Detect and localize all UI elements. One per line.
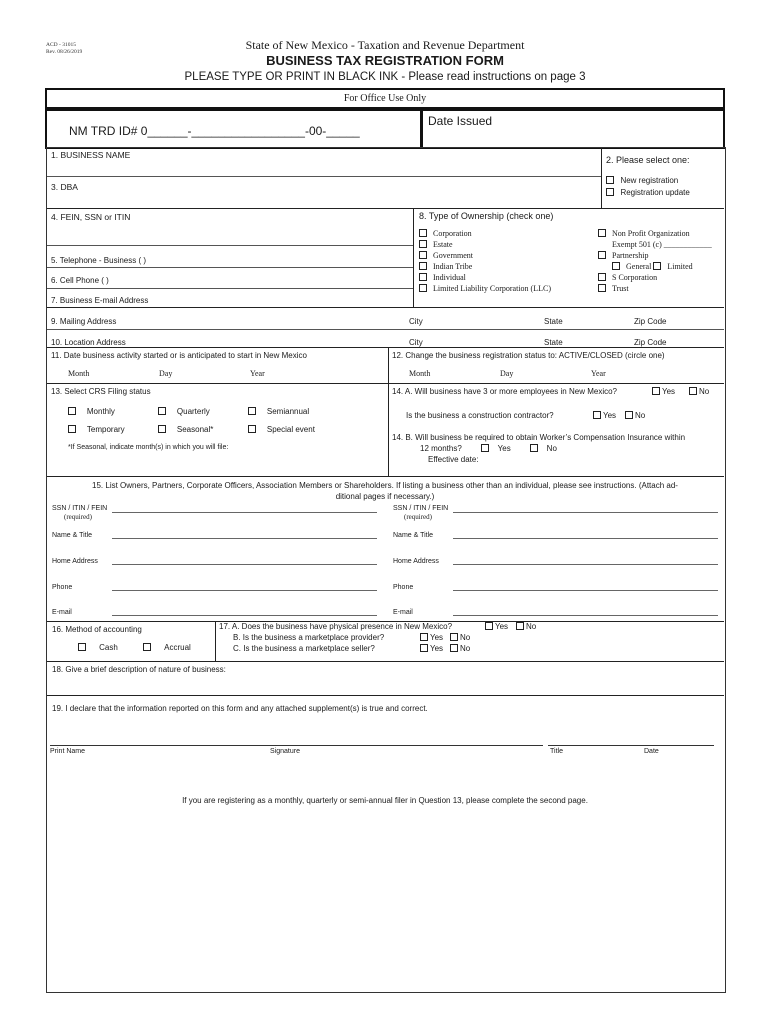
divider	[601, 148, 602, 208]
owner2-email-line[interactable]	[453, 615, 718, 616]
second-page-note: If you are registering as a monthly, quarterly or semi-annual filer in Question 13, please complete the second page.	[182, 796, 588, 805]
title-label: Title	[550, 748, 563, 755]
fein-input[interactable]	[50, 224, 414, 244]
checkbox[interactable]	[485, 622, 493, 630]
option-label: Monthly	[86, 407, 115, 416]
q18-label: 18. Give a brief description of nature of business:	[52, 665, 226, 674]
ownership-left-list	[419, 228, 551, 294]
seasonal-note: *If Seasonal, indicate month(s) in which you will file:	[68, 444, 229, 451]
option-label: Limited Liability Corporation (LLC)	[433, 284, 551, 293]
q17b-label: B. Is the business a marketplace provider?	[233, 633, 385, 642]
checkbox[interactable]	[143, 643, 151, 651]
option-label: Individual	[433, 273, 466, 282]
yes-label: Yes	[430, 633, 444, 642]
mailing-state-label: State	[544, 317, 563, 326]
checkbox[interactable]	[419, 251, 427, 259]
owner2-name-label: Name & Title	[393, 532, 434, 539]
crs-quarterly-option[interactable]	[158, 407, 210, 416]
dba-input[interactable]	[50, 192, 599, 208]
yes-label: Yes	[430, 644, 444, 653]
option-label: Special event	[266, 425, 315, 434]
email-label: 7. Business E-mail Address	[51, 296, 149, 305]
q17c-yes[interactable]	[420, 644, 443, 653]
date-label: Date	[644, 748, 659, 755]
location-city-label: City	[409, 338, 423, 347]
owner1-ssn-label: SSN / ITIN / FEIN	[52, 505, 108, 512]
checkbox[interactable]	[612, 262, 620, 270]
crs-seasonal-option[interactable]	[158, 425, 213, 434]
option-label: Cash	[99, 643, 118, 652]
checkbox[interactable]	[78, 643, 86, 651]
divider	[47, 383, 724, 384]
ownership-option-estate[interactable]	[419, 239, 551, 250]
q17a-yes[interactable]	[485, 622, 508, 631]
exempt-label: Exempt 501 (c) ____________	[612, 240, 712, 249]
form-instructions: PLEASE TYPE OR PRINT IN BLACK INK - Please read instructions on page 3	[184, 71, 586, 83]
q14b-label: 14. B. Will business be required to obtain Worker’s Compensation Insurance within	[392, 433, 686, 442]
option-label: Estate	[433, 240, 453, 249]
checkbox[interactable]	[68, 407, 76, 415]
option-label: Partnership	[612, 251, 649, 260]
q17a-no[interactable]	[516, 622, 536, 631]
checkbox[interactable]	[419, 262, 427, 270]
date-issued-label: Date Issued	[428, 114, 493, 128]
q12-label: 12. Change the business registration status to: ACTIVE/CLOSED (circle one)	[392, 351, 665, 360]
crs-semiannual-option[interactable]	[248, 407, 309, 416]
date-issued-box	[421, 109, 725, 149]
fein-label: 4. FEIN, SSN or ITIN	[51, 212, 131, 222]
q17b-yes[interactable]	[420, 633, 443, 642]
yes-label: Yes	[662, 387, 676, 396]
ownership-option-llc[interactable]	[419, 283, 551, 294]
contractor-yes[interactable]	[593, 411, 616, 420]
option-label: Seasonal*	[176, 425, 214, 434]
owner2-phone-line[interactable]	[453, 590, 718, 591]
checkbox[interactable]	[516, 622, 524, 630]
option-label: Accrual	[164, 643, 191, 652]
location-address-label: 10. Location Address	[51, 338, 126, 347]
registration-update-label: Registration update	[620, 188, 690, 197]
dba-label: 3. DBA	[51, 182, 78, 192]
checkbox[interactable]	[689, 387, 697, 395]
q17b-no[interactable]	[450, 633, 470, 642]
ownership-option-partnership[interactable]	[598, 250, 712, 261]
no-label: No	[546, 444, 557, 453]
crs-special-event-option[interactable]	[248, 425, 315, 434]
location-zip-label: Zip Code	[634, 338, 667, 347]
checkbox[interactable]	[248, 407, 256, 415]
telephone-label: 5. Telephone - Business ( )	[51, 256, 147, 265]
owner2-name-line[interactable]	[453, 538, 718, 539]
q14a-yes[interactable]	[652, 387, 675, 396]
owner2-address-label: Home Address	[393, 558, 439, 565]
owner2-ssn-line[interactable]	[453, 512, 718, 513]
ownership-option-s-corp[interactable]	[598, 272, 712, 283]
checkbox[interactable]	[653, 262, 661, 270]
option-label: Government	[433, 251, 473, 260]
checkbox[interactable]	[158, 407, 166, 415]
divider	[47, 267, 413, 268]
contractor-label: Is the business a construction contractor?	[406, 411, 554, 420]
divider	[47, 661, 724, 662]
divider	[388, 347, 389, 383]
option-label: Quarterly	[176, 407, 210, 416]
new-registration-option[interactable]	[606, 176, 678, 185]
ownership-option-nonprofit[interactable]	[598, 228, 712, 239]
no-label: No	[526, 622, 537, 631]
owner1-address-label: Home Address	[52, 558, 98, 565]
no-label: No	[699, 387, 710, 396]
checkbox[interactable]	[450, 644, 458, 652]
new-registration-label: New registration	[620, 176, 679, 185]
q15-label	[55, 480, 715, 502]
checkbox[interactable]	[598, 273, 606, 281]
owner2-address-line[interactable]	[453, 564, 718, 565]
checkbox[interactable]	[419, 284, 427, 292]
checkbox[interactable]	[606, 188, 614, 196]
ownership-label: 8. Type of Ownership (check one)	[419, 211, 554, 221]
checkbox[interactable]	[419, 273, 427, 281]
checkbox[interactable]	[598, 229, 606, 237]
no-label: No	[460, 633, 471, 642]
divider	[47, 288, 413, 289]
accounting-cash-option[interactable]	[78, 643, 118, 652]
location-state-label: State	[544, 338, 563, 347]
q11-year: Year	[250, 369, 265, 378]
yes-label: Yes	[495, 622, 509, 631]
divider	[388, 383, 389, 476]
owner2-required: (required)	[404, 513, 432, 521]
checkbox[interactable]	[598, 284, 606, 292]
ownership-option-government[interactable]	[419, 250, 551, 261]
revision-date: Rev. 08/26/2019	[46, 49, 83, 55]
contractor-no[interactable]	[625, 411, 645, 420]
divider	[47, 307, 724, 308]
option-label: Corporation	[433, 229, 472, 238]
q16-label: 16. Method of accounting	[52, 625, 142, 634]
q15-line2: ditional pages if necessary.)	[335, 492, 435, 501]
yes-label: Yes	[603, 411, 617, 420]
owner1-email-label: E-mail	[52, 609, 72, 616]
q14b-yes[interactable]	[481, 444, 511, 453]
checkbox[interactable]	[530, 444, 538, 452]
q14b-months: 12 months?	[420, 444, 462, 453]
ownership-right-list	[598, 228, 712, 294]
divider	[47, 208, 724, 209]
ownership-option-corporation[interactable]	[419, 228, 551, 239]
q11-label: 11. Date business activity started or is anticipated to start in New Mexico	[51, 351, 307, 360]
signature-label: Signature	[270, 748, 300, 755]
checkbox[interactable]	[625, 411, 633, 419]
q17c-no[interactable]	[450, 644, 470, 653]
q17a-label: 17. A. Does the business have physical presence in New Mexico?	[219, 622, 453, 631]
divider	[47, 476, 724, 477]
ownership-option-trust[interactable]	[598, 283, 712, 294]
q12-month: Month	[409, 369, 431, 378]
checkbox[interactable]	[158, 425, 166, 433]
option-label: Non Profit Organization	[612, 229, 690, 238]
owner1-phone-label: Phone	[52, 584, 73, 591]
checkbox[interactable]	[68, 425, 76, 433]
select-one-label: 2. Please select one:	[606, 155, 690, 165]
q19-label: 19. I declare that the information reported on this form and any attached supplement(s) is true and correct.	[52, 704, 428, 713]
registration-update-option[interactable]	[606, 188, 690, 197]
owner1-phone-line[interactable]	[112, 590, 377, 591]
ownership-option-indian-tribe[interactable]	[419, 261, 551, 272]
checkbox[interactable]	[481, 444, 489, 452]
trd-id-box	[45, 109, 422, 149]
business-name-label: 1. BUSINESS NAME	[51, 150, 131, 160]
option-label: Trust	[612, 284, 629, 293]
owner1-name-label: Name & Title	[52, 532, 93, 539]
owner2-ssn-label: SSN / ITIN / FEIN	[393, 505, 449, 512]
checkbox[interactable]	[419, 240, 427, 248]
owner2-email-label: E-mail	[393, 609, 413, 616]
checkbox[interactable]	[248, 425, 256, 433]
divider	[47, 695, 724, 696]
form-code: ACD - 31015	[46, 42, 76, 48]
business-description-input[interactable]	[52, 676, 721, 696]
partnership-type	[598, 261, 712, 272]
q11-day: Day	[159, 369, 173, 378]
divider	[413, 208, 414, 307]
owner1-ssn-line[interactable]	[112, 512, 377, 513]
divider	[215, 621, 216, 661]
yes-label: Yes	[497, 444, 511, 453]
checkbox[interactable]	[652, 387, 660, 395]
mailing-address-label: 9. Mailing Address	[51, 317, 117, 326]
mailing-zip-label: Zip Code	[634, 317, 667, 326]
no-label: No	[635, 411, 646, 420]
owner1-name-line[interactable]	[112, 538, 377, 539]
owner1-required: (required)	[64, 513, 92, 521]
checkbox[interactable]	[450, 633, 458, 641]
print-name-label: Print Name	[50, 748, 86, 755]
q12-year: Year	[591, 369, 606, 378]
divider	[47, 329, 724, 330]
q14a-no[interactable]	[689, 387, 709, 396]
checkbox[interactable]	[420, 633, 428, 641]
checkbox[interactable]	[419, 229, 427, 237]
q15-line1: 15. List Owners, Partners, Corporate Officers, Association Members or Shareholders. If listing a business other than an individual, please see instructions. (Attach ad-	[92, 481, 678, 490]
checkbox[interactable]	[606, 176, 614, 184]
q12-day: Day	[500, 369, 514, 378]
option-label: Temporary	[86, 425, 125, 434]
signature-line[interactable]	[50, 745, 543, 746]
option-label: Indian Tribe	[433, 262, 473, 271]
q13-label: 13. Select CRS Filing status	[51, 387, 151, 396]
q14a-label: 14. A. Will business have 3 or more employees in New Mexico?	[392, 387, 617, 396]
office-use-label: For Office Use Only	[343, 93, 427, 104]
agency-name: State of New Mexico - Taxation and Revenue Department	[245, 38, 525, 52]
effective-date-label: Effective date:	[428, 455, 479, 464]
crs-temporary-option[interactable]	[68, 425, 125, 434]
divider	[47, 245, 413, 246]
q14b-no[interactable]	[530, 444, 557, 453]
divider	[47, 347, 724, 348]
option-label: Semiannual	[266, 407, 310, 416]
q17c-label: C. Is the business a marketplace seller?	[233, 644, 375, 653]
option-label: S Corporation	[612, 273, 658, 282]
no-label: No	[460, 644, 471, 653]
form-title: BUSINESS TAX REGISTRATION FORM	[266, 53, 504, 68]
general-label: General	[626, 262, 652, 271]
limited-label: Limited	[667, 262, 693, 271]
office-use-box	[45, 88, 725, 109]
title-date-line[interactable]	[548, 745, 714, 746]
q11-month: Month	[68, 369, 90, 378]
trd-id-label: NM TRD ID# 0______-_________________-00-_____	[69, 124, 360, 138]
checkbox[interactable]	[598, 251, 606, 259]
owner2-phone-label: Phone	[393, 584, 414, 591]
owner1-address-line[interactable]	[112, 564, 377, 565]
cell-phone-label: 6. Cell Phone ( )	[51, 276, 109, 285]
owner1-email-line[interactable]	[112, 615, 377, 616]
checkbox[interactable]	[593, 411, 601, 419]
mailing-city-label: City	[409, 317, 423, 326]
ownership-option-individual[interactable]	[419, 272, 551, 283]
crs-monthly-option[interactable]	[68, 407, 115, 416]
accounting-accrual-option[interactable]	[143, 643, 191, 652]
checkbox[interactable]	[420, 644, 428, 652]
divider	[47, 176, 601, 177]
